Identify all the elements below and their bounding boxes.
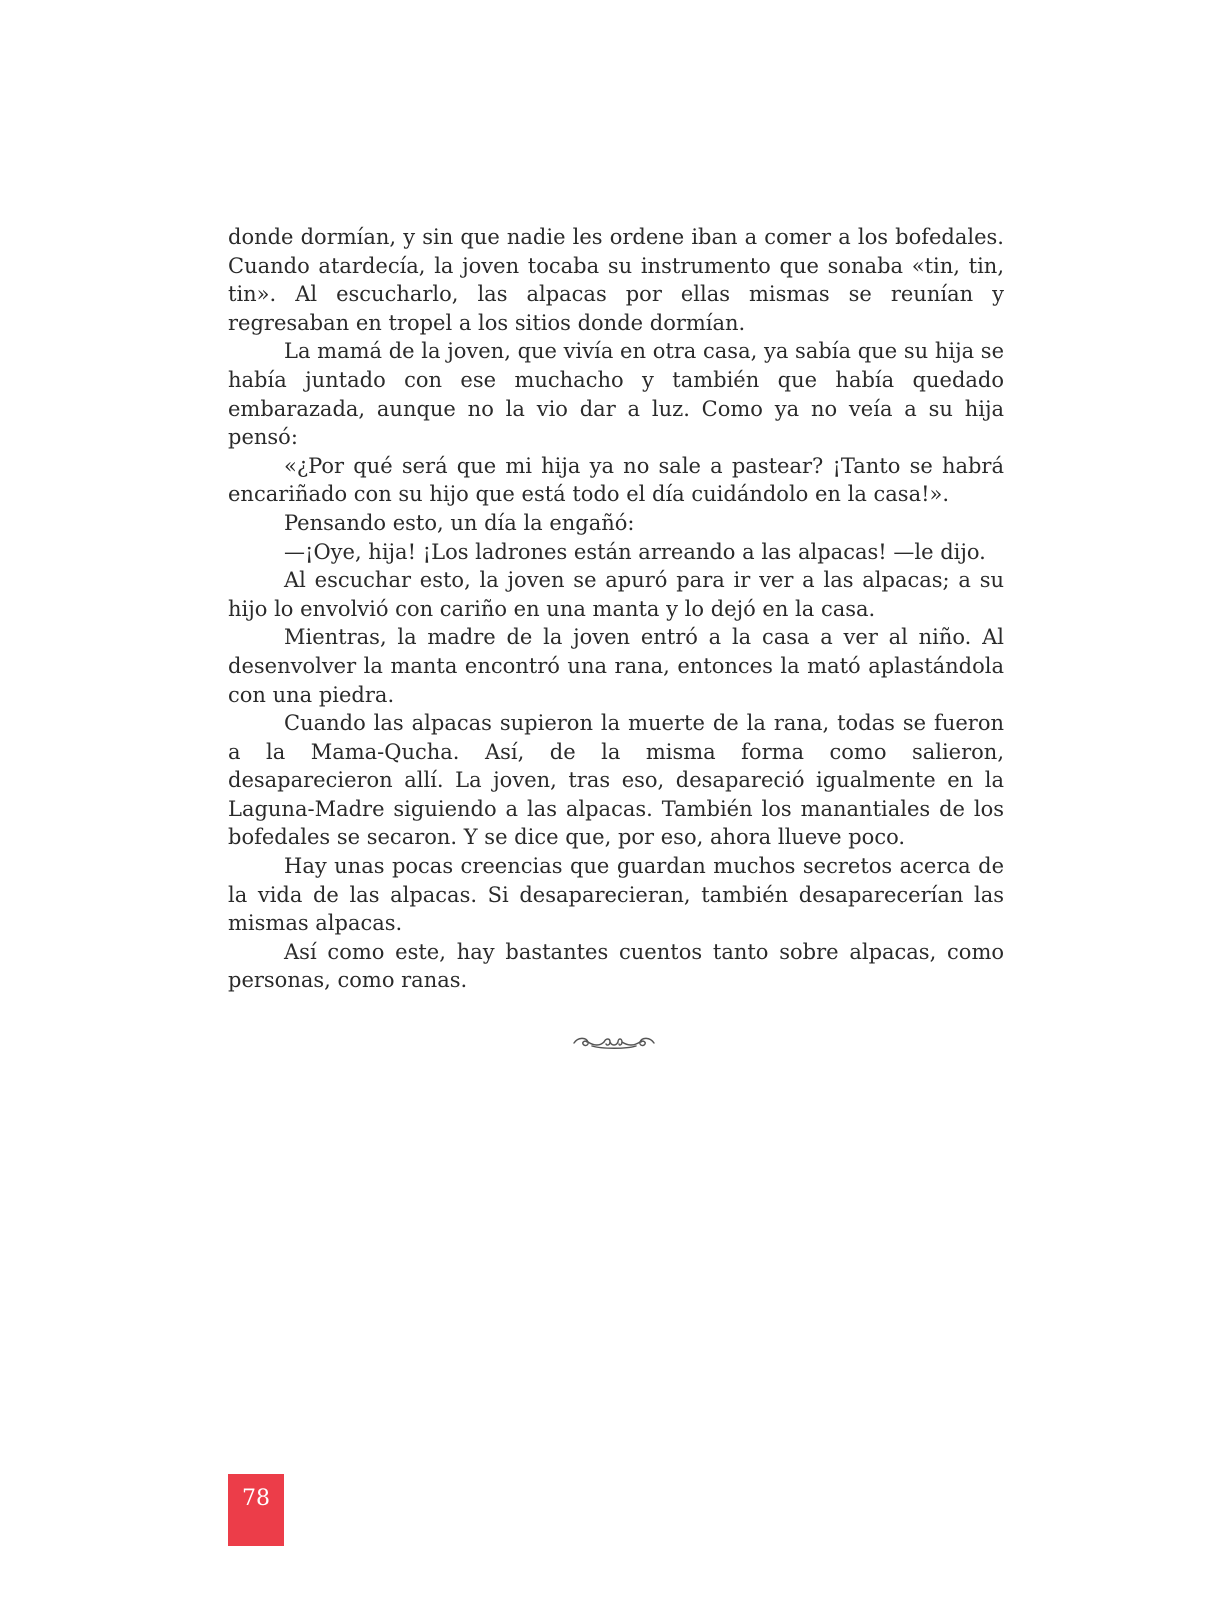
paragraph-10: Así como este, hay bastantes cuentos tanto sobre alpacas, como personas, como ranas. [228, 939, 1004, 993]
paragraph-9: Hay unas pocas creencias que guardan muchos secretos acerca de la vida de las alpacas. Si desaparecieran, también desaparecerían las mismas alpacas. [228, 854, 1004, 936]
paragraph-4: Pensando esto, un día la engañó: [284, 510, 635, 535]
paragraph-2: La mamá de la joven, que vivía en otra casa, ya sabía que su hija se había juntado con ese muchacho y también que había quedado embarazada, aunque no la vio dar a luz. Como ya no veía a su hija pensó: [228, 339, 1004, 450]
paragraph-1: donde dormían, y sin que nadie les ordene iban a comer a los bofedales. Cuando atardecía, la joven tocaba su instrumento que sonaba «tin, tin, tin». Al escucharlo, las alpacas por ellas mismas se reunían y regresaban en tropel a los sitios donde dormían. [228, 225, 1004, 335]
paragraph-3: «¿Por qué será que mi hija ya no sale a pastear? ¡Tanto se habrá encariñado con su hijo que está todo el día cuidándolo en la casa!». [228, 453, 1004, 507]
page-number: 78 [242, 1486, 270, 1511]
flourish-divider-icon [572, 1034, 656, 1052]
paragraph-6: Al escuchar esto, la joven se apuró para ir ver a las alpacas; a su hijo lo envolvió con cariño en una manta y lo dejó en la casa. [228, 568, 1004, 621]
story-text [228, 223, 1004, 995]
paragraph-5: —¡Oye, hija! ¡Los ladrones están arreando a las alpacas! —le dijo. [284, 539, 986, 564]
paragraph-7: Mientras, la madre de la joven entró a la casa a ver al niño. Al desenvolver la manta encontró una rana, entonces la mató aplastándola con una piedra. [228, 625, 1004, 707]
page-number-badge [228, 1474, 284, 1546]
paragraph-8: Cuando las alpacas supieron la muerte de la rana, todas se fueron a la Mama-Qucha. Así, de la misma forma como salieron, desaparecieron allí. La joven, tras eso, desapareció igualmente en la Laguna-Madre siguiendo a las alpacas. También los manantiales de los bofedales se secaron. Y se dice que, por eso, ahora llueve poco. [228, 711, 1004, 850]
